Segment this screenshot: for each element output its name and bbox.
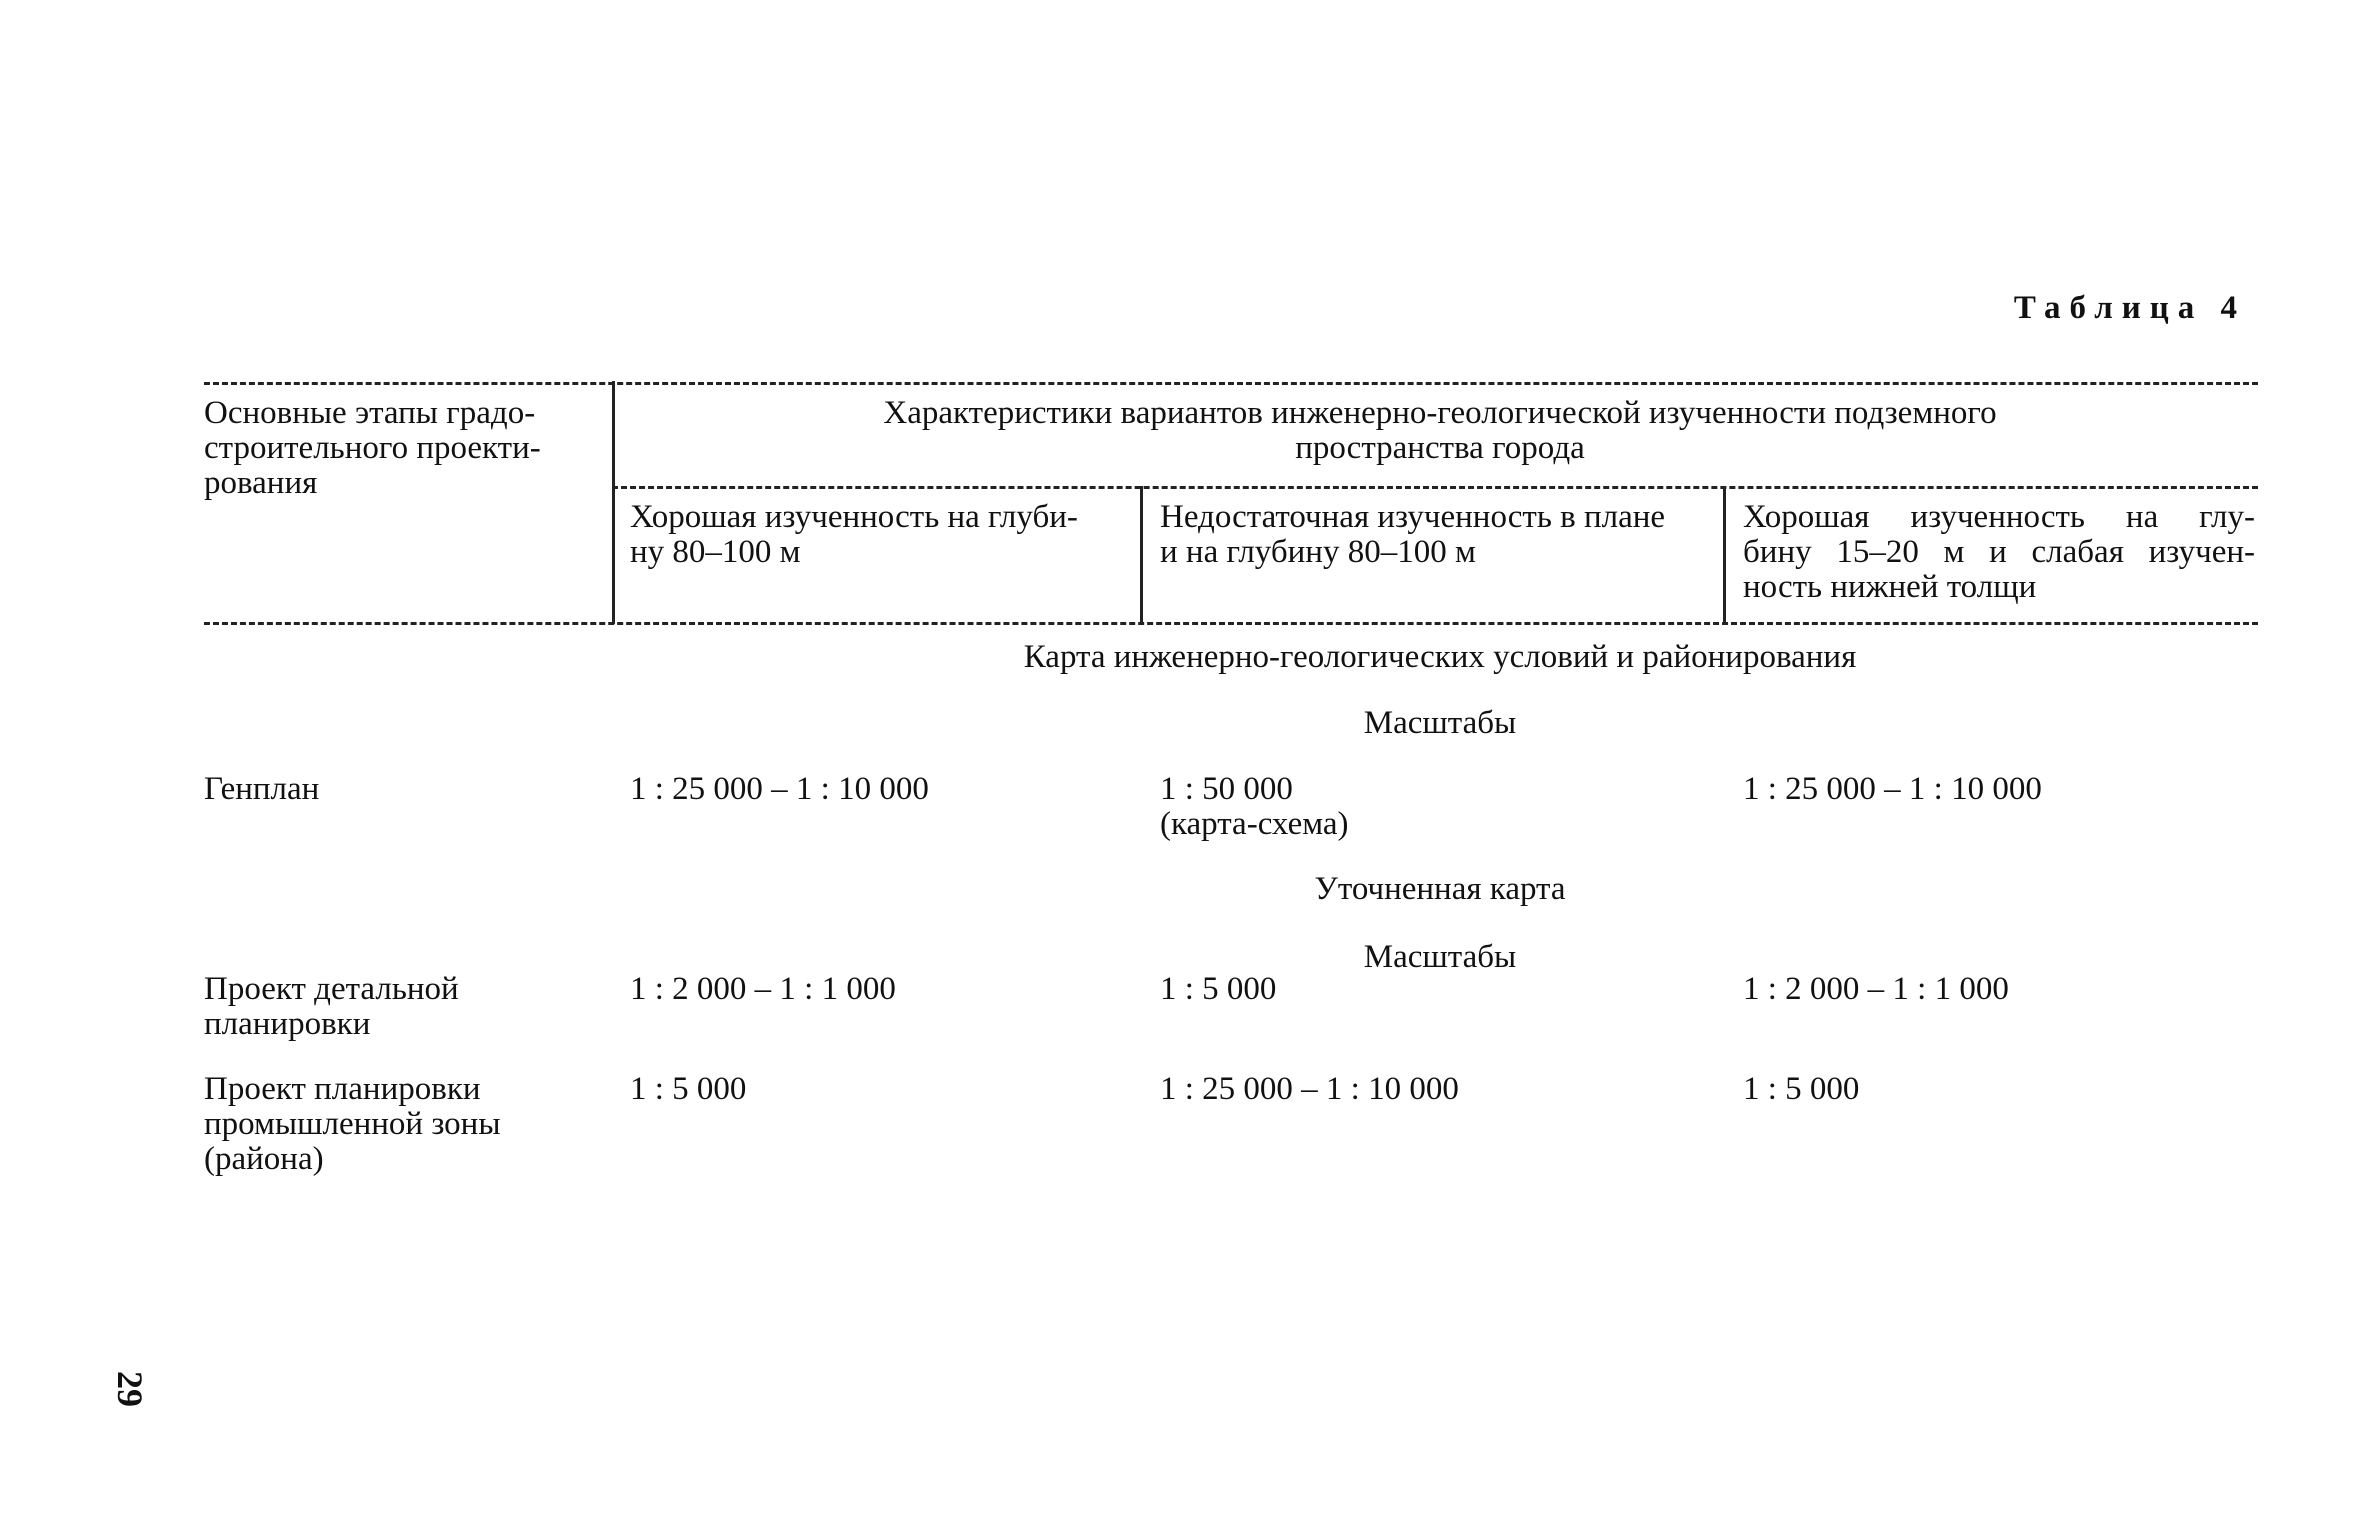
row-industrial-zone-v2 <box>1160 1072 1459 1107</box>
header-divider-1 <box>612 381 615 624</box>
value-line: 1 : 25 000 – 1 : 10 000 <box>630 771 929 807</box>
header-variant-2 <box>1160 500 1665 570</box>
section2-title: Уточненная карта <box>1314 871 1566 907</box>
value-line: 1 : 25 000 – 1 : 10 000 <box>1743 771 2042 807</box>
stage-line: Проект планировки <box>204 1071 481 1107</box>
row-genplan-v1 <box>630 772 929 807</box>
header-variant-line: бину 15–20 м и слабая изучен- <box>1743 534 2255 570</box>
table-top-rule <box>204 382 2258 385</box>
row-genplan-v3 <box>1743 772 2042 807</box>
stage-line: Генплан <box>204 771 320 807</box>
header-variant-1 <box>630 500 1078 570</box>
section1-subtitle: Масштабы <box>1363 705 1517 741</box>
stage-line: (района) <box>204 1141 324 1177</box>
value-line: 1 : 25 000 – 1 : 10 000 <box>1160 1071 1459 1107</box>
header-variant-line: Недостаточная изученность в плане <box>1160 499 1666 535</box>
value-line: 1 : 2 000 – 1 : 1 000 <box>630 971 896 1007</box>
value-line: 1 : 5 000 <box>1160 971 1277 1007</box>
header-variant-3 <box>1743 500 2255 605</box>
header-variant-line: Хорошая изученность на глуби- <box>630 499 1078 535</box>
stage-line: промышленной зоны <box>204 1106 501 1142</box>
header-stage-line: строительного проекти- <box>204 430 541 466</box>
header-divider-2 <box>1140 486 1143 624</box>
value-line: 1 : 2 000 – 1 : 1 000 <box>1743 971 2009 1007</box>
header-stage-line: рования <box>204 465 318 501</box>
value-line: 1 : 5 000 <box>1743 1071 1860 1107</box>
section2-subtitle: Масштабы <box>1363 939 1517 975</box>
row-detailed-planning-v1 <box>630 972 896 1007</box>
header-variant-line: ность нижней толщи <box>1743 569 2037 605</box>
table-caption: Таблица 4 <box>2013 290 2246 326</box>
row-detailed-planning-stage <box>204 972 459 1042</box>
value-line: 1 : 5 000 <box>630 1071 747 1107</box>
stage-line: Проект детальной <box>204 971 459 1007</box>
header-variant-line: и на глубину 80–100 м <box>1160 534 1476 570</box>
row-detailed-planning-v2 <box>1160 972 1276 1007</box>
header-stage-column <box>204 396 541 501</box>
row-industrial-zone-stage <box>204 1072 501 1177</box>
header-divider-3 <box>1723 486 1726 624</box>
page-number: 29 <box>110 1371 150 1407</box>
header-title-line: пространства города <box>1295 430 1585 466</box>
row-detailed-planning-v3 <box>1743 972 2009 1007</box>
row-genplan-v2 <box>1160 772 1349 842</box>
stage-line: планировки <box>204 1006 371 1042</box>
value-line: (карта-схема) <box>1160 806 1349 842</box>
header-bottom-rule <box>204 622 2258 625</box>
section1-title: Карта инженерно-геологических условий и районирования <box>1023 639 1857 675</box>
header-variant-line: Хорошая изученность на глу- <box>1743 499 2255 535</box>
row-industrial-zone-v3 <box>1743 1072 1859 1107</box>
header-inner-rule <box>612 486 2258 489</box>
header-stage-line: Основные этапы градо- <box>204 395 536 431</box>
value-line: 1 : 50 000 <box>1160 771 1293 807</box>
header-characteristics-title <box>620 396 2260 466</box>
header-title-line: Характеристики вариантов инженерно-геологической изученности подземного <box>883 395 1997 431</box>
row-genplan-stage <box>204 772 319 807</box>
header-variant-line: ну 80–100 м <box>630 534 801 570</box>
row-industrial-zone-v1 <box>630 1072 746 1107</box>
